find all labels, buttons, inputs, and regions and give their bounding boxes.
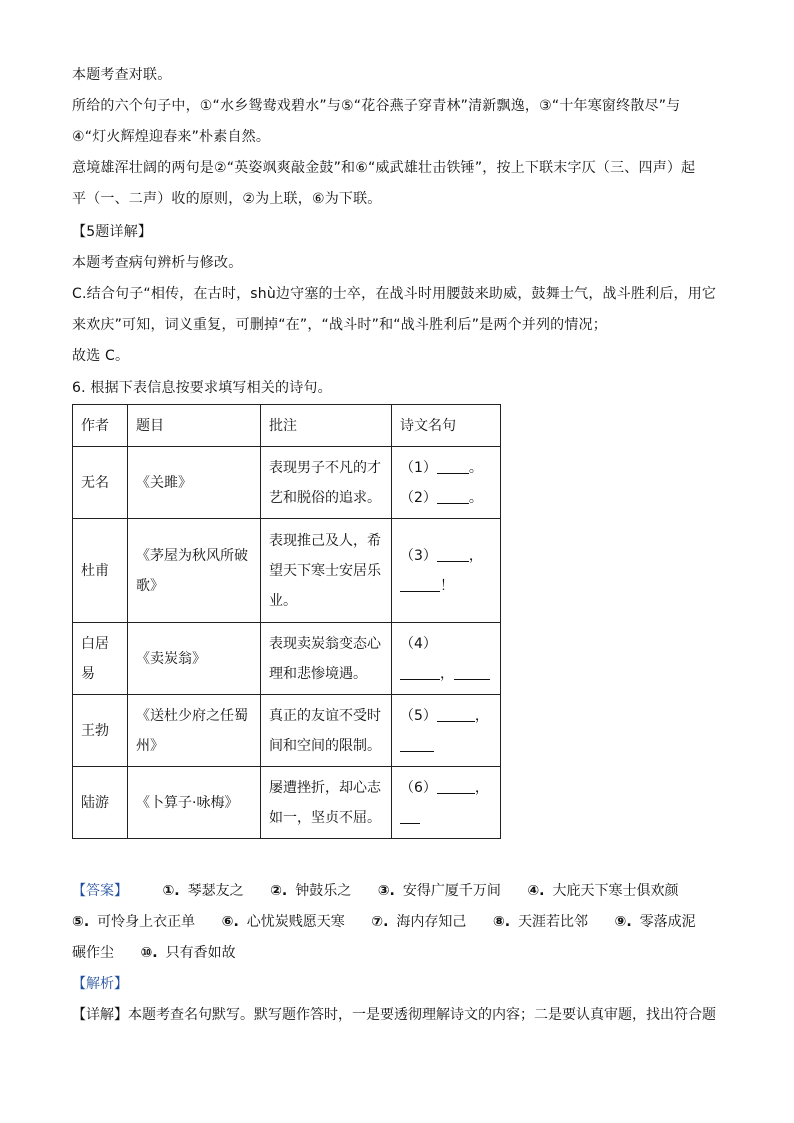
q5-line-3: 来欢庆”可知，词义重复，可删掉“在”，“战斗时”和“战斗胜利后”是两个并列的情况； [72,317,607,333]
q6-prompt-text: 6. 根据下表信息按要求填写相关的诗句。 [72,380,332,396]
answer-text: 心忧炭贱愿天寒 [246,914,345,930]
intro-line-1: 本题考查对联。 [72,67,172,83]
q6-prompt [72,373,732,404]
blank-end: ， [474,779,489,796]
cell-note: 真正的友谊不受时间和空间的限制。 [261,695,392,767]
answer-item [222,907,345,938]
blank-line[interactable] [400,809,420,824]
blank-line[interactable] [437,779,475,794]
cell-note: 表现卖炭翁变态心理和悲惨境遇。 [261,623,392,695]
cell-verse [392,623,501,695]
cell-note: 屡遭挫折，却心志如一，坚贞不屈。 [261,767,392,839]
cell-author: 王勃 [73,695,128,767]
blank-end: 。 [468,489,483,506]
cell-note: 表现男子不凡的才艺和脱俗的追求。 [261,447,392,519]
blank-line[interactable] [437,489,469,504]
cell-author: 无名 [73,447,128,519]
intro-line-4: 意境雄浑壮阔的两句是②“英姿飒爽敲金鼓”和⑥“威武雄壮击铁锤”，按上下联末字仄（三、四声）起 [72,160,696,176]
answer-item [493,907,588,938]
answer-number: ⑦. [371,914,389,930]
blank-end: ， [440,665,454,682]
cell-author: 陆游 [73,767,128,839]
cell-title: 《卜算子·咏梅》 [128,767,261,839]
answer-item [378,876,501,907]
answer-number: ③. [377,883,395,899]
answer-number: ⑩. [140,945,158,961]
q5-line-1: 本题考查病句辨析与修改。 [72,255,243,271]
answer-item [527,876,678,907]
answer-number: ④. [527,883,545,899]
answer-number: ⑨. [614,914,632,930]
header-author: 作者 [73,405,128,447]
q5-heading: 【5题详解】 [72,224,153,240]
cell-verse [392,767,501,839]
header-verse: 诗文名句 [392,405,501,447]
answer-text: 零落成泥 [639,914,696,930]
blank-end: 。 [468,459,483,476]
poem-table [72,404,501,839]
q5-line-2: C.结合句子“相传，在古时，shù边守塞的士卒，在战斗时用腰鼓来助威，鼓舞士气，战斗胜利后，用它 [72,286,717,302]
intro-line-3: ④“灯火辉煌迎春来”朴素自然。 [72,129,271,145]
blank-line[interactable] [400,577,440,592]
table-row [73,623,501,695]
answer-item [72,938,114,969]
answer-text: 大庇天下寒士俱欢颜 [552,883,679,899]
answer-text: 琴瑟友之 [187,883,244,899]
intro-block [72,60,732,215]
blank-line[interactable] [437,459,469,474]
answer-text: 可怜身上衣正单 [97,914,196,930]
blank-label: （5） [400,707,437,724]
header-note: 批注 [261,405,392,447]
blank-label: （6） [400,779,437,796]
answer-item [615,907,696,938]
q5-line-4: 故选 C。 [72,348,130,364]
blank-end: ， [468,547,483,564]
table-header-row [73,405,501,447]
answer-number: ⑧. [492,914,511,930]
blank-label: （3） [400,547,437,564]
answer-block [72,876,742,1031]
answer-item [270,876,351,907]
answer-item [162,876,243,907]
analysis-label: 【解析】 [72,976,128,992]
answer-text: 只有香如故 [165,945,236,961]
blank-label: （1） [400,459,437,476]
blank-end: ， [474,707,489,724]
answer-number: ⑥. [221,914,239,930]
answer-text: 碾作尘 [72,945,114,961]
cell-author: 白居易 [73,623,128,695]
blank-end: ！ [440,577,454,594]
cell-title: 《送杜少府之任蜀州》 [128,695,261,767]
answer-text: 海内存知己 [396,914,467,930]
blank-line[interactable] [400,665,440,680]
answer-text: 天涯若比邻 [518,914,589,930]
table-row [73,695,501,767]
blank-line[interactable] [437,547,469,562]
blank-line[interactable] [454,665,490,680]
cell-verse [392,519,501,623]
answer-number: ①. [162,883,180,899]
answer-item [72,907,195,938]
cell-title: 《关雎》 [128,447,261,519]
intro-line-2: 所给的六个句子中，①“水乡鸳鸯戏碧水”与⑤“花谷燕子穿青林”清新飘逸，③“十年寒窗终散尽”与 [72,98,681,114]
detail-label: 【详解】 [72,1007,128,1023]
answer-text: 钟鼓乐之 [295,883,352,899]
answer-number: ②. [270,883,288,899]
intro-line-5: 平（一、二声）收的原则，②为上联，⑥为下联。 [72,191,382,207]
cell-title: 《卖炭翁》 [128,623,261,695]
answer-number: ⑤. [72,914,90,930]
table-row [73,767,501,839]
blank-label: （4） [400,635,437,652]
detail-text: 本题考查名句默写。默写题作答时，一是要透彻理解诗文的内容；二是要认真审题，找出符合题 [128,1007,716,1023]
q5-block [72,217,732,372]
table-row [73,447,501,519]
answer-text: 安得广厦千万间 [402,883,501,899]
answer-item [371,907,466,938]
table-row [73,519,501,623]
blank-line[interactable] [437,707,475,722]
answer-item [140,938,235,969]
blank-label: （2） [400,489,437,506]
blank-line[interactable] [400,737,434,752]
cell-author: 杜甫 [73,519,128,623]
cell-title: 《茅屋为秋风所破歌》 [128,519,261,623]
header-title: 题目 [128,405,261,447]
cell-verse [392,695,501,767]
answer-label: 【答案】 [72,883,128,899]
cell-verse [392,447,501,519]
cell-note: 表现推己及人，希望天下寒士安居乐业。 [261,519,392,623]
